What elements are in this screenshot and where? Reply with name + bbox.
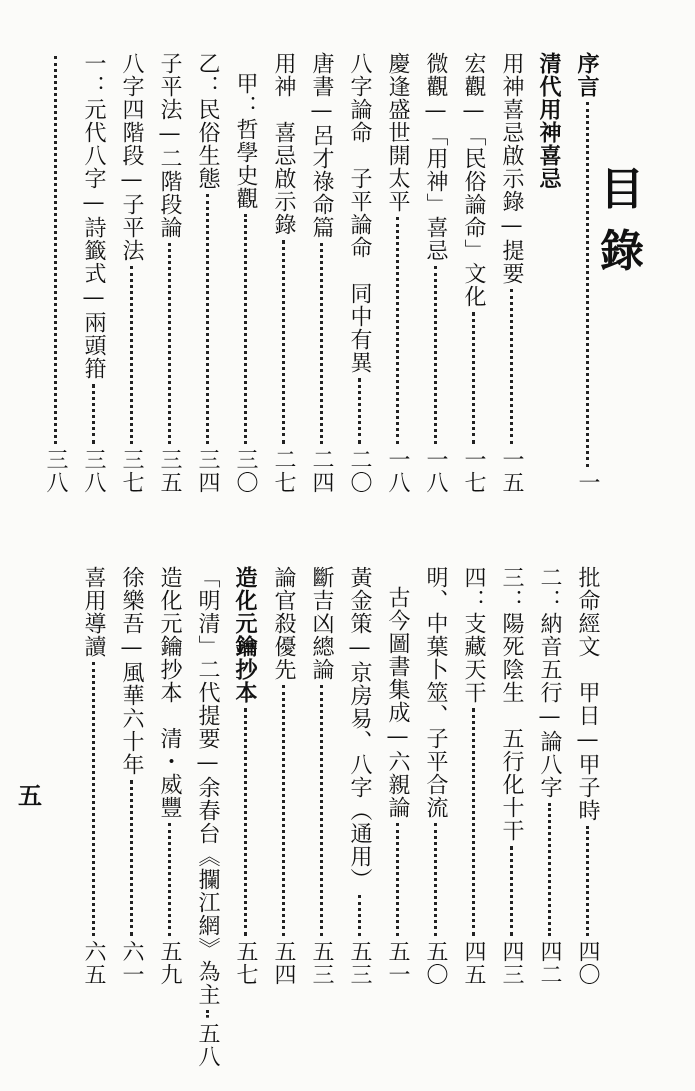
toc-entry — [494, 52, 528, 494]
toc-entry-title: 三：陽死陰生 五行化十干 — [499, 566, 524, 842]
toc-entry — [228, 52, 262, 494]
toc-leader-dots — [282, 685, 285, 936]
toc-entry — [570, 52, 604, 494]
toc-entry-page: 四二 — [537, 940, 562, 986]
toc-entry-title: 宏觀—「民俗論命」文化 — [461, 52, 486, 308]
toc-entry-page: 四五 — [461, 940, 486, 986]
toc-leader-dots — [54, 56, 57, 444]
toc-entry-page: 五三 — [309, 940, 334, 986]
toc-entry-page: 三八 — [81, 448, 106, 494]
toc-entry-title: 二：納音五行—論八字 — [537, 566, 562, 799]
toc-entry — [114, 52, 148, 494]
toc-entry-page: 五七 — [233, 940, 258, 986]
toc-leader-dots — [434, 266, 437, 444]
toc-entry — [304, 566, 338, 986]
toc-entry-title: 八字四階段—子平法 — [119, 52, 144, 262]
toc-entry — [190, 566, 224, 1068]
toc-leader-dots — [358, 895, 361, 936]
toc-entry — [570, 566, 604, 986]
toc-entry-title: 慶逢盛世開太平 — [385, 52, 410, 213]
toc-entry-page: 六五 — [81, 940, 106, 986]
toc-leader-dots — [586, 826, 589, 936]
toc-leader-dots — [244, 708, 247, 936]
toc-leader-dots — [396, 823, 399, 936]
toc-entry-page: 六一 — [119, 940, 144, 986]
toc-entry-title: 明、中葉卜筮、子平合流 — [423, 566, 448, 819]
toc-entry-page: 一五 — [499, 448, 524, 494]
toc-entry-title: 清代用神喜忌 — [536, 52, 562, 190]
toc-entry-page: 一八 — [385, 448, 410, 494]
toc-leader-dots — [320, 685, 323, 936]
toc-leader-dots — [586, 102, 589, 467]
toc-entry-title: 一：元代八字—詩籤式—兩頭箝 — [81, 52, 106, 380]
toc-entry-title: 論官殺優先 — [271, 566, 296, 681]
toc-title-char-2: 錄 — [600, 226, 644, 277]
toc-entry-page: 四〇 — [575, 940, 600, 986]
toc-entry — [114, 566, 148, 986]
toc-leader-dots — [206, 1010, 209, 1018]
toc-leader-dots — [206, 194, 209, 444]
toc-entry — [456, 566, 490, 986]
toc-entry — [418, 52, 452, 494]
toc-entry — [152, 566, 186, 986]
toc-leader-dots — [472, 708, 475, 936]
toc-leader-dots — [510, 289, 513, 444]
toc-entry — [380, 566, 414, 986]
toc-entry-title: 序言 — [574, 52, 600, 98]
toc-entry-page: 五四 — [271, 940, 296, 986]
page-number: 五 — [18, 781, 42, 810]
toc-leader-dots — [434, 823, 437, 936]
toc-entry-title: 造化元鑰抄本 — [232, 566, 258, 704]
toc-entry — [418, 566, 452, 986]
toc-entry — [266, 566, 300, 986]
toc-entry — [228, 566, 262, 986]
toc-entry — [494, 566, 528, 986]
toc-entry — [266, 52, 300, 494]
toc-entry-page: 一八 — [423, 448, 448, 494]
toc-entry-page: 五〇 — [423, 940, 448, 986]
toc-entry — [76, 566, 110, 986]
toc-entry-title: 用神喜忌啟示錄—提要 — [499, 52, 524, 285]
toc-entry — [380, 52, 414, 494]
toc-entry-page: 二七 — [271, 448, 296, 494]
toc-entry-title: 批命經文 甲日—甲子時 — [575, 566, 600, 822]
toc-entry — [532, 566, 566, 986]
toc-entry-title: 八字論命 子平論命 同中有異 — [347, 52, 372, 374]
toc-entry-title: 唐書—呂才祿命篇 — [309, 52, 334, 239]
toc-entry-page: 三七 — [119, 448, 144, 494]
toc-leader-dots — [510, 846, 513, 936]
toc-entry-title: 喜用導讀 — [81, 566, 106, 658]
toc-entry — [190, 52, 224, 494]
toc-entry-page: 四三 — [499, 940, 524, 986]
toc-entry-page: 三五 — [157, 448, 182, 494]
toc-entry-title: 黃金策—京房易、八字（通用） — [347, 566, 372, 891]
toc-leader-dots — [396, 217, 399, 444]
toc-leader-dots — [92, 662, 95, 936]
toc-entry-page: 五三 — [347, 940, 372, 986]
toc-entry — [152, 52, 186, 494]
toc-entry-title: 用神 喜忌啟示錄 — [271, 52, 296, 236]
toc-entry-page: 二四 — [309, 448, 334, 494]
toc-entry-page: 一 — [575, 471, 600, 494]
toc-leader-dots — [358, 378, 361, 444]
toc-leader-dots — [548, 803, 551, 936]
toc-leader-dots — [168, 823, 171, 936]
toc-title-char-1: 目 — [600, 164, 644, 215]
toc-entry-page: 一七 — [461, 448, 486, 494]
toc-entry-page: 五一 — [385, 940, 410, 986]
toc-entry-title: 甲：哲學史觀 — [233, 72, 258, 210]
toc-leader-dots — [320, 243, 323, 444]
toc-entry — [342, 52, 376, 494]
toc-entry — [304, 52, 338, 494]
toc-entry-page: 二〇 — [347, 448, 372, 494]
toc-lower-section — [50, 566, 610, 1068]
toc-entry-page: 三〇 — [233, 448, 258, 494]
toc-entry-title: 徐樂吾—風華六十年 — [119, 566, 144, 776]
toc-upper-section — [43, 52, 610, 494]
toc-leader-dots — [130, 780, 133, 936]
toc-leader-dots — [244, 214, 247, 444]
toc-leader-dots — [92, 384, 95, 444]
toc-entry — [342, 566, 376, 986]
toc-leader-dots — [168, 243, 171, 444]
toc-entry-page: 三四 — [195, 448, 220, 494]
toc-entry-page: 五八 — [195, 1022, 220, 1068]
toc-entry-title: 子平法—二階段論 — [157, 52, 182, 239]
toc-entry-title: 四：支藏天干 — [461, 566, 486, 704]
toc-entry — [532, 52, 566, 494]
toc-entry — [76, 52, 110, 494]
toc-entry-page: 三八 — [43, 448, 68, 494]
toc-leader-dots — [130, 266, 133, 444]
toc-entry-title: 造化元鑰抄本 清・威豐 — [157, 566, 182, 819]
toc-entry — [456, 52, 490, 494]
toc-leader-dots — [282, 240, 285, 444]
toc-entry-title: 微觀—「用神」喜忌 — [423, 52, 448, 262]
toc-entry-title: 斷吉凶總論 — [309, 566, 334, 681]
toc-entry-title: 「明清」二代提要—余春台《攔江網》為主 — [195, 566, 220, 1006]
toc-entry — [38, 52, 72, 494]
toc-entry-title: 古今圖書集成—六親論 — [385, 586, 410, 819]
toc-entry-title: 乙：民俗生態 — [195, 52, 220, 190]
toc-entry-page: 五九 — [157, 940, 182, 986]
toc-leader-dots — [472, 312, 475, 444]
